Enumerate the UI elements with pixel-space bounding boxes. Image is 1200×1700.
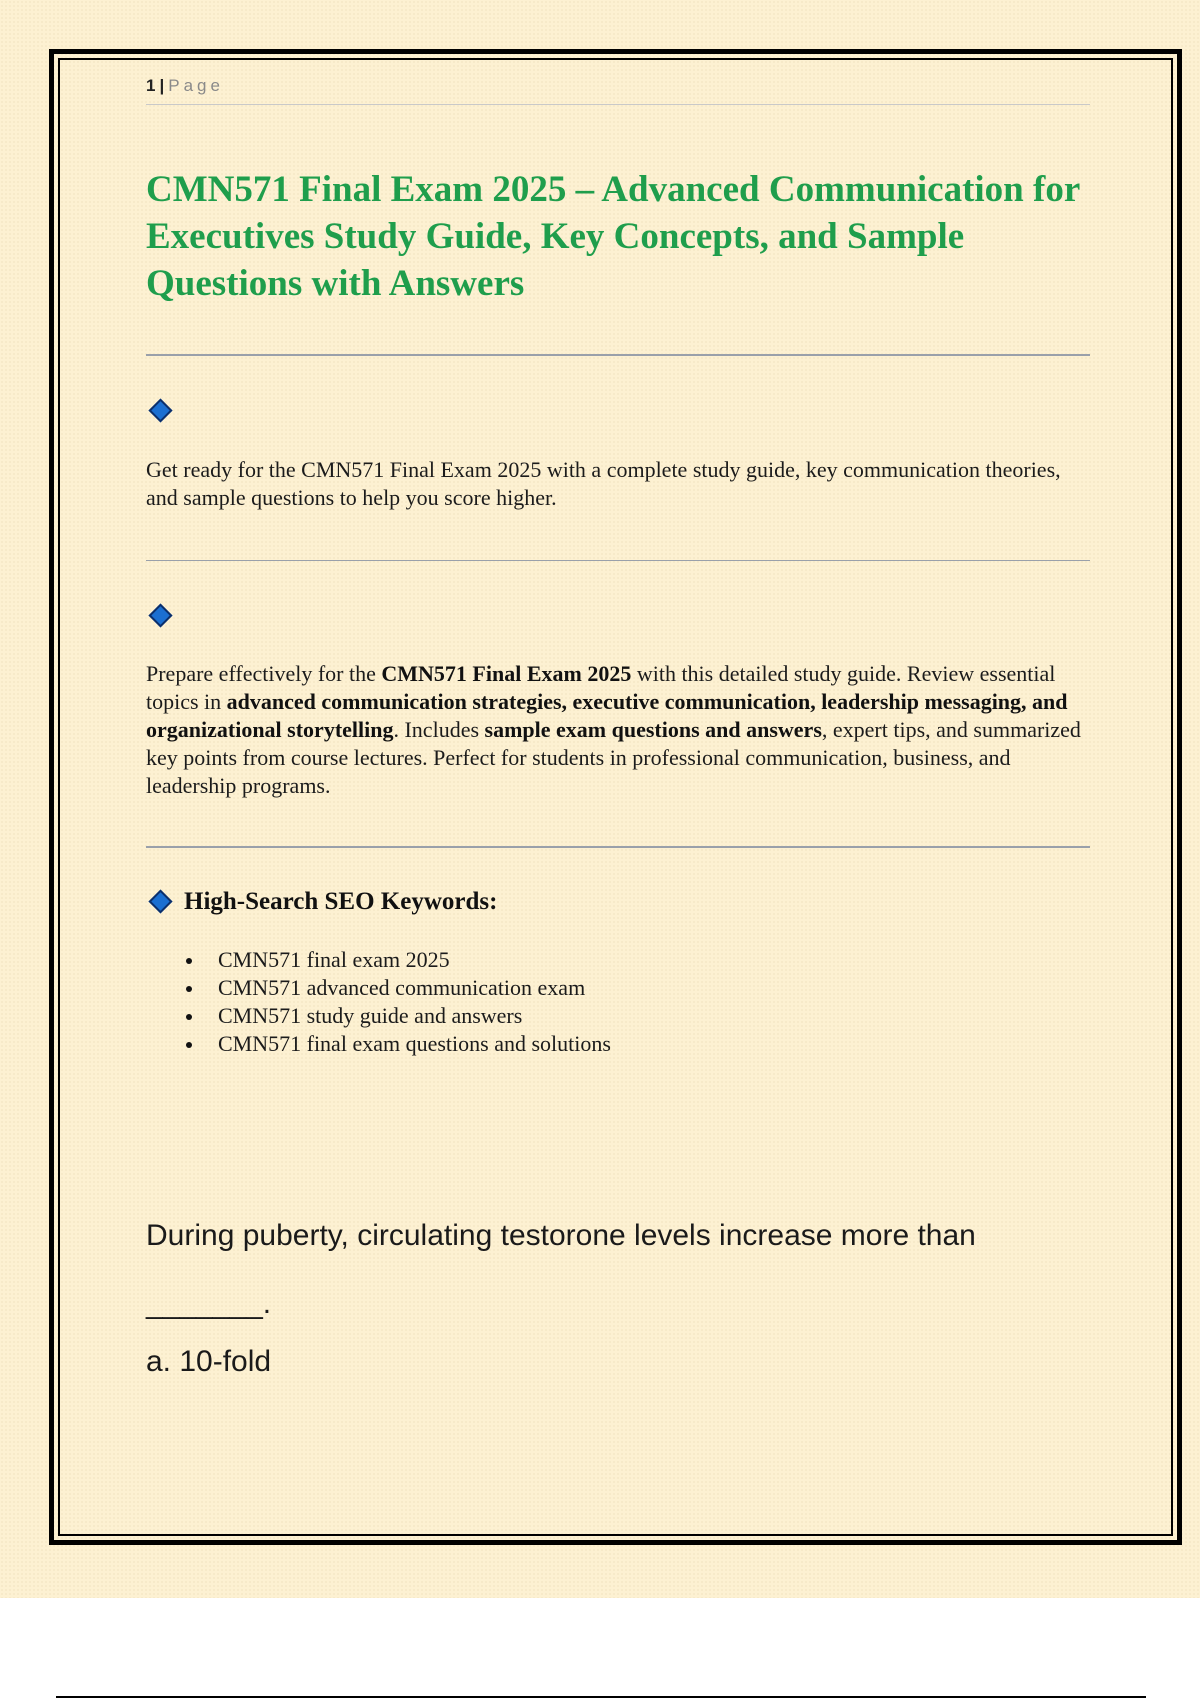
divider [146,846,1090,848]
question-text: During puberty, circulating testorone levels increase more than [146,1219,976,1252]
description-bold: CMN571 Final Exam 2025 [381,661,632,686]
bullet-icon [186,958,192,964]
answer-option-a: a. 10-fold [146,1345,272,1378]
next-page-border [56,1696,1146,1698]
page-header [146,74,1090,105]
description-text: Prepare effectively for the [146,661,382,686]
bullet-icon [186,1014,192,1020]
divider [146,560,1090,561]
keyword-text: CMN571 final exam questions and solutions [218,1031,611,1056]
keywords-heading: High-Search SEO Keywords: [184,888,498,915]
bullet-icon [186,1042,192,1048]
page-label: Page [168,76,224,95]
intro-paragraph: Get ready for the CMN571 Final Exam 2025 with a complete study guide, key communication theories, and sample questions to help you score higher. [146,457,1061,510]
document-title: CMN571 Final Exam 2025 – Advanced Communication for Executives Study Guide, Key Concepts, and Sample Questions with Answers [146,169,1080,304]
description-bold: advanced communication strategies, executive communication, leadership messaging, and organizational storytelling [146,689,1068,742]
description-bold: sample exam questions and answers [484,717,822,742]
answer-blank: _______. [146,1287,272,1320]
keyword-text: CMN571 final exam 2025 [218,947,450,972]
keywords-list [146,946,1046,1058]
description-text: with this detailed study guide. Review essential topics in [146,661,1056,714]
keyword-text: CMN571 study guide and answers [218,1003,523,1028]
list-item [146,1030,1046,1058]
page-number: 1 [146,76,156,95]
list-item [146,974,1046,1002]
description-text: . Includes [393,717,485,742]
page-separator: | [159,76,165,95]
list-item [146,946,1046,974]
bullet-icon [186,986,192,992]
list-item [146,1002,1046,1030]
keyword-text: CMN571 advanced communication exam [218,975,586,1000]
divider [146,354,1090,356]
description-text: , expert tips, and summarized key points from course lectures. Perfect for students in professional communication, business, and leadership programs. [146,717,1081,798]
description-paragraph [146,660,1090,800]
